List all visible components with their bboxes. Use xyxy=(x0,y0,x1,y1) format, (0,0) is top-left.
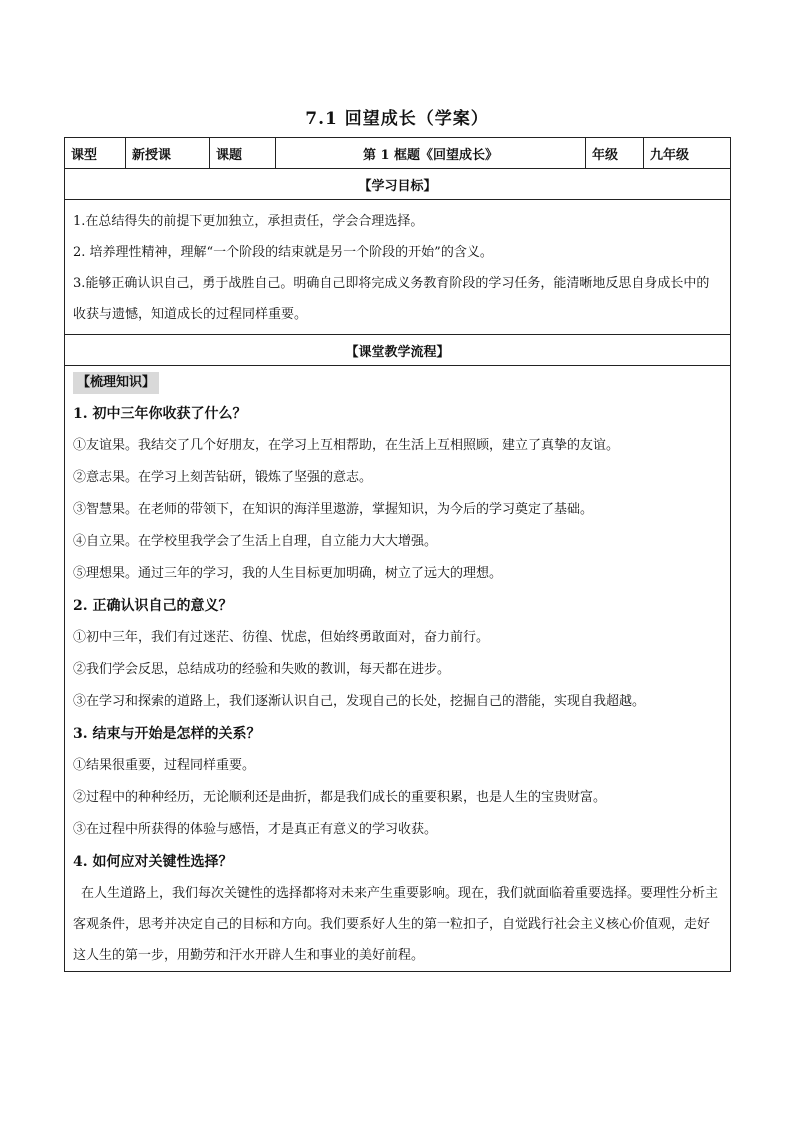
flow-heading: 【课堂教学流程】 xyxy=(65,335,731,366)
flow-content xyxy=(65,366,731,972)
lesson-plan-table xyxy=(64,137,731,972)
topic-value: 第 1 框题《回望成长》 xyxy=(276,138,586,169)
answer-line: ①初中三年，我们有过迷茫、彷徨、忧虑，但始终勇敢面对，奋力前行。 xyxy=(73,630,490,645)
header-row xyxy=(65,138,731,169)
question-heading: 1. 初中三年你收获了什么？ xyxy=(73,406,247,422)
answer-paragraph: 在人生道路上，我们每次关键性的选择都将对未来产生重要影响。现在，我们就面临着重要选择。要理性分析主客观条件，思考并决定自己的目标和方向。我们要系好人生的第一粒扣子，自觉践行社会主义核心价值观，走好这人生的第一步，用勤劳和汗水开辟人生和事业的美好前程。 xyxy=(73,886,719,963)
document-title: 7.1 回望成长（学案） xyxy=(305,109,489,129)
goal-item: 3.能够正确认识自己，勇于战胜自己。明确自己即将完成义务教育阶段的学习任务，能清晰地反思自身成长中的收获与遗憾，知道成长的过程同样重要。 xyxy=(73,276,710,322)
question-heading: 4. 如何应对关键性选择？ xyxy=(73,854,233,870)
answer-line: ①友谊果。我结交了几个好朋友，在学习上互相帮助，在生活上互相照顾，建立了真挚的友谊。 xyxy=(73,438,620,453)
review-knowledge-tag: 【梳理知识】 xyxy=(73,372,159,394)
goals-row xyxy=(65,200,731,335)
question-heading: 2. 正确认识自己的意义？ xyxy=(73,598,233,614)
question-heading: 3. 结束与开始是怎样的关系？ xyxy=(73,726,261,742)
grade-label: 年级 xyxy=(586,138,644,169)
lesson-type-value: 新授课 xyxy=(126,138,210,169)
answer-line: ⑤理想果。通过三年的学习，我的人生目标更加明确，树立了远大的理想。 xyxy=(73,566,503,581)
answer-line: ②过程中的种种经历，无论顺利还是曲折，都是我们成长的重要积累，也是人生的宝贵财富。 xyxy=(73,790,607,805)
answer-line: ③在学习和探索的道路上，我们逐渐认识自己，发现自己的长处，挖掘自己的潜能，实现自我超越。 xyxy=(73,694,646,709)
answer-line: ③智慧果。在老师的带领下，在知识的海洋里遨游，掌握知识，为今后的学习奠定了基础。 xyxy=(73,502,594,517)
topic-label: 课题 xyxy=(210,138,276,169)
answer-line: ②我们学会反思，总结成功的经验和失败的教训，每天都在进步。 xyxy=(73,662,451,677)
answer-line: ③在过程中所获得的体验与感悟，才是真正有意义的学习收获。 xyxy=(73,822,438,837)
lesson-type-label: 课型 xyxy=(65,138,126,169)
goal-item: 1.在总结得失的前提下更加独立，承担责任，学会合理选择。 xyxy=(73,214,424,229)
goal-item: 2. 培养理性精神，理解“一个阶段的结束就是另一个阶段的开始”的含义。 xyxy=(73,245,493,260)
flow-heading-row xyxy=(65,335,731,366)
flow-row xyxy=(65,366,731,972)
answer-line: ②意志果。在学习上刻苦钻研，锻炼了坚强的意志。 xyxy=(73,470,373,485)
grade-value: 九年级 xyxy=(644,138,731,169)
answer-line: ④自立果。在学校里我学会了生活上自理，自立能力大大增强。 xyxy=(73,534,438,549)
goals-content xyxy=(65,200,731,335)
answer-line: ①结果很重要，过程同样重要。 xyxy=(73,758,256,773)
goals-heading-row xyxy=(65,169,731,200)
goals-heading: 【学习目标】 xyxy=(65,169,731,200)
